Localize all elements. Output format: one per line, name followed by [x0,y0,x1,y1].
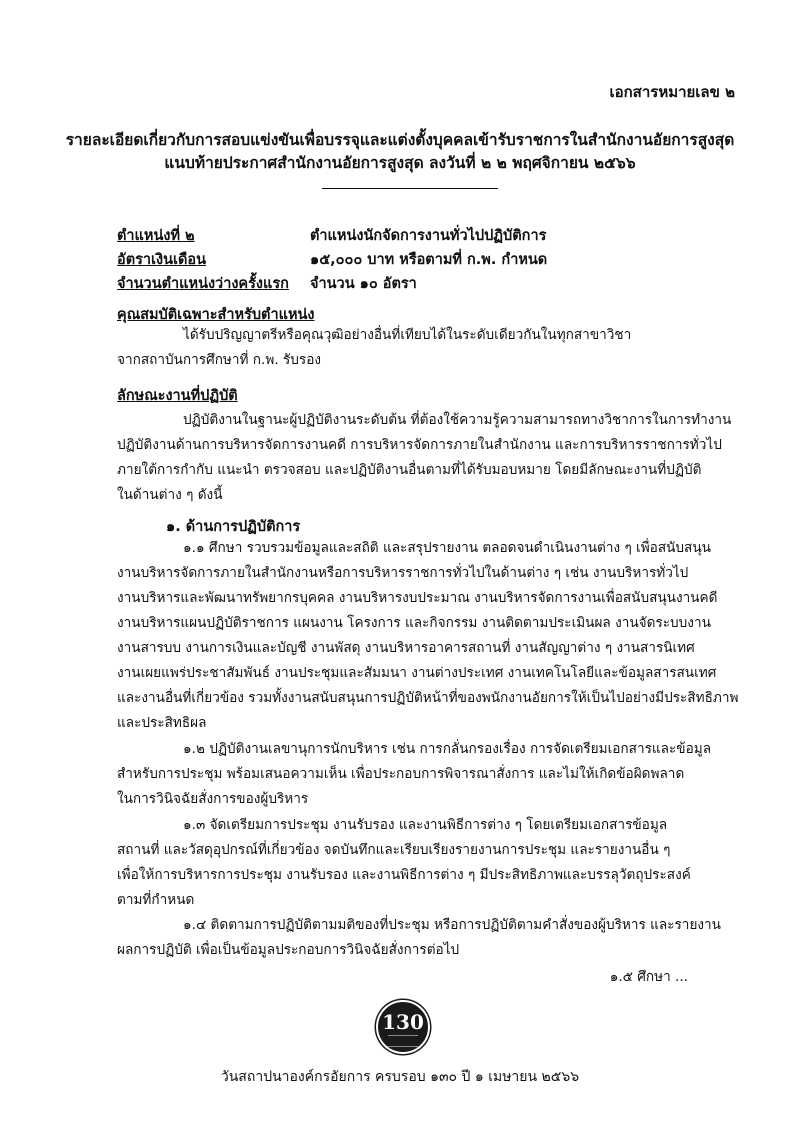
item-line: งานเผยแพร่ประชาสัมพันธ์ งานประชุมและสัมมนา งานต่างประเทศ งานเทคโนโลยีและข้อมูลสารสนเทศ [117,665,717,681]
item-line: งานบริหารและพัฒนาทรัพยากรบุคคล งานบริหารงบประมาณ งานบริหารจัดการงานเพื่อสนับสนุนงานคดี [117,590,718,606]
item-line: ตามที่กำหนด [117,892,195,908]
item-line: สำหรับการประชุม พร้อมเสนอความเห็น เพื่อประกอบการพิจารณาสั่งการ และไม่ให้เกิดข้อผิดพลาด [117,766,685,782]
item-1-3 [117,813,691,913]
qualifications-line: จากสถาบันการศึกษาที่ ก.พ. รับรอง [117,352,321,368]
anniversary-seal-icon [376,1000,430,1054]
document-number: เอกสารหมายเลข ๒ [609,83,735,101]
position-value: ตำแหน่งนักจัดการงานทั่วไปปฏิบัติการ [310,228,547,244]
section-title: ๑. ด้านการปฏิบัติการ [166,519,301,535]
item-line: ในการวินิจฉัยสั่งการของผู้บริหาร [117,791,309,807]
job-description-heading: ลักษณะงานที่ปฏิบัติ [117,388,238,404]
item-line: งานบริหารแผนปฏิบัติราชการ แผนงาน โครงการ และกิจกรรม งานติดตามประเมินผล งานจัดระบบงาน [117,615,711,631]
qualifications-paragraph [117,323,677,373]
item-1-4 [117,913,721,963]
item-line: งานบริหารจัดการภายในสำนักงานหรือการบริหารราชการทั่วไปในด้านต่าง ๆ เช่น งานบริหารทั่วไป [117,565,689,581]
item-line: เพื่อให้การบริหารการประชุม งานรับรอง และงานพิธีการต่าง ๆ มีประสิทธิภาพและบรรลุวัตถุประสงค์ [117,867,691,883]
item-line: สถานที่ และวัสดุอุปกรณ์ที่เกี่ยวข้อง จดบันทึกและเรียบเรียงรายงานการประชุม และรายงานอื่น ๆ [117,842,671,858]
seal-number: 130 [382,1010,424,1034]
item-line: ๑.๔ ติดตามการปฏิบัติตามมติของที่ประชุม หรือการปฏิบัติตามคำสั่งของผู้บริหาร และรายงาน [183,917,721,933]
qualifications-line: ได้รับปริญญาตรีหรือคุณวุฒิอย่างอื่นที่เทียบได้ในระดับเดียวกันในทุกสาขาวิชา [183,327,632,343]
qualifications-heading: คุณสมบัติเฉพาะสำหรับตำแหน่ง [117,307,315,323]
item-line: และงานอื่นที่เกี่ยวข้อง รวมทั้งงานสนับสนุนการปฏิบัติหน้าที่ของพนักงานอัยการให้เป็นไปอย่างมีประสิทธิภาพ [117,690,739,706]
seal-caption-lines [388,1035,418,1047]
item-line: ๑.๒ ปฏิบัติงานเลขานุการนักบริหาร เช่น การกลั่นกรองเรื่อง การจัดเตรียมเอกสารและข้อมูล [183,741,712,757]
vacancy-label: จำนวนตำแหน่งว่างครั้งแรก [117,276,289,292]
item-line: ผลการปฏิบัติ เพื่อเป็นข้อมูลประกอบการวินิจฉัยสั่งการต่อไป [117,942,460,958]
salary-value: ๑๕,๐๐๐ บาท หรือตามที่ ก.พ. กำหนด [310,252,548,268]
document-title-line1: รายละเอียดเกี่ยวกับการสอบแข่งขันเพื่อบรรจุและแต่งตั้งบุคคลเข้ารับราชการในสำนักงานอัยการสูงสุด [65,131,735,149]
salary-label: อัตราเงินเดือน [117,252,206,268]
continuation-marker: ๑.๕ ศึกษา ... [609,969,688,985]
footer-text: วันสถาปนาองค์กรอัยการ ครบรอบ ๑๓๐ ปี ๑ เมษายน ๒๕๖๖ [220,1069,580,1085]
item-1-2 [117,737,712,812]
job-description-intro [117,408,732,508]
item-line: ๑.๑ ศึกษา รวบรวมข้อมูลและสถิติ และสรุปรายงาน ตลอดจนดำเนินงานต่าง ๆ เพื่อสนับสนุน [183,540,711,556]
intro-line: ปฏิบัติงานด้านการบริหารจัดการงานคดี การบริหารจัดการภายในสำนักงาน และการบริหารราชการทั่วไป [117,437,722,453]
vacancy-value: จำนวน ๑๐ อัตรา [310,276,417,292]
intro-line: ในด้านต่าง ๆ ดังนี้ [117,487,223,503]
item-1-1 [117,536,739,736]
position-label: ตำแหน่งที่ ๒ [117,228,195,244]
intro-line: ภายใต้การกำกับ แนะนำ ตรวจสอบ และปฏิบัติงานอื่นตามที่ได้รับมอบหมาย โดยมีลักษณะงานที่ปฏิบัติ [117,462,702,478]
document-title-line2: แนบท้ายประกาศสำนักงานอัยการสูงสุด ลงวันที่ ๒ ๒ พฤศจิกายน ๒๕๖๖ [164,154,636,172]
item-line: ๑.๓ จัดเตรียมการประชุม งานรับรอง และงานพิธีการต่าง ๆ โดยเตรียมเอกสารข้อมูล [183,817,668,833]
title-divider [322,188,498,189]
intro-line: ปฏิบัติงานในฐานะผู้ปฏิบัติงานระดับต้น ที่ต้องใช้ความรู้ความสามารถทางวิชาการในการทำงาน [183,412,732,428]
item-line: งานสารบบ งานการเงินและบัญชี งานพัสดุ งานบริหารอาคารสถานที่ งานสัญญาต่าง ๆ งานสารนิเทศ [117,640,695,656]
item-line: และประสิทธิผล [117,715,207,731]
